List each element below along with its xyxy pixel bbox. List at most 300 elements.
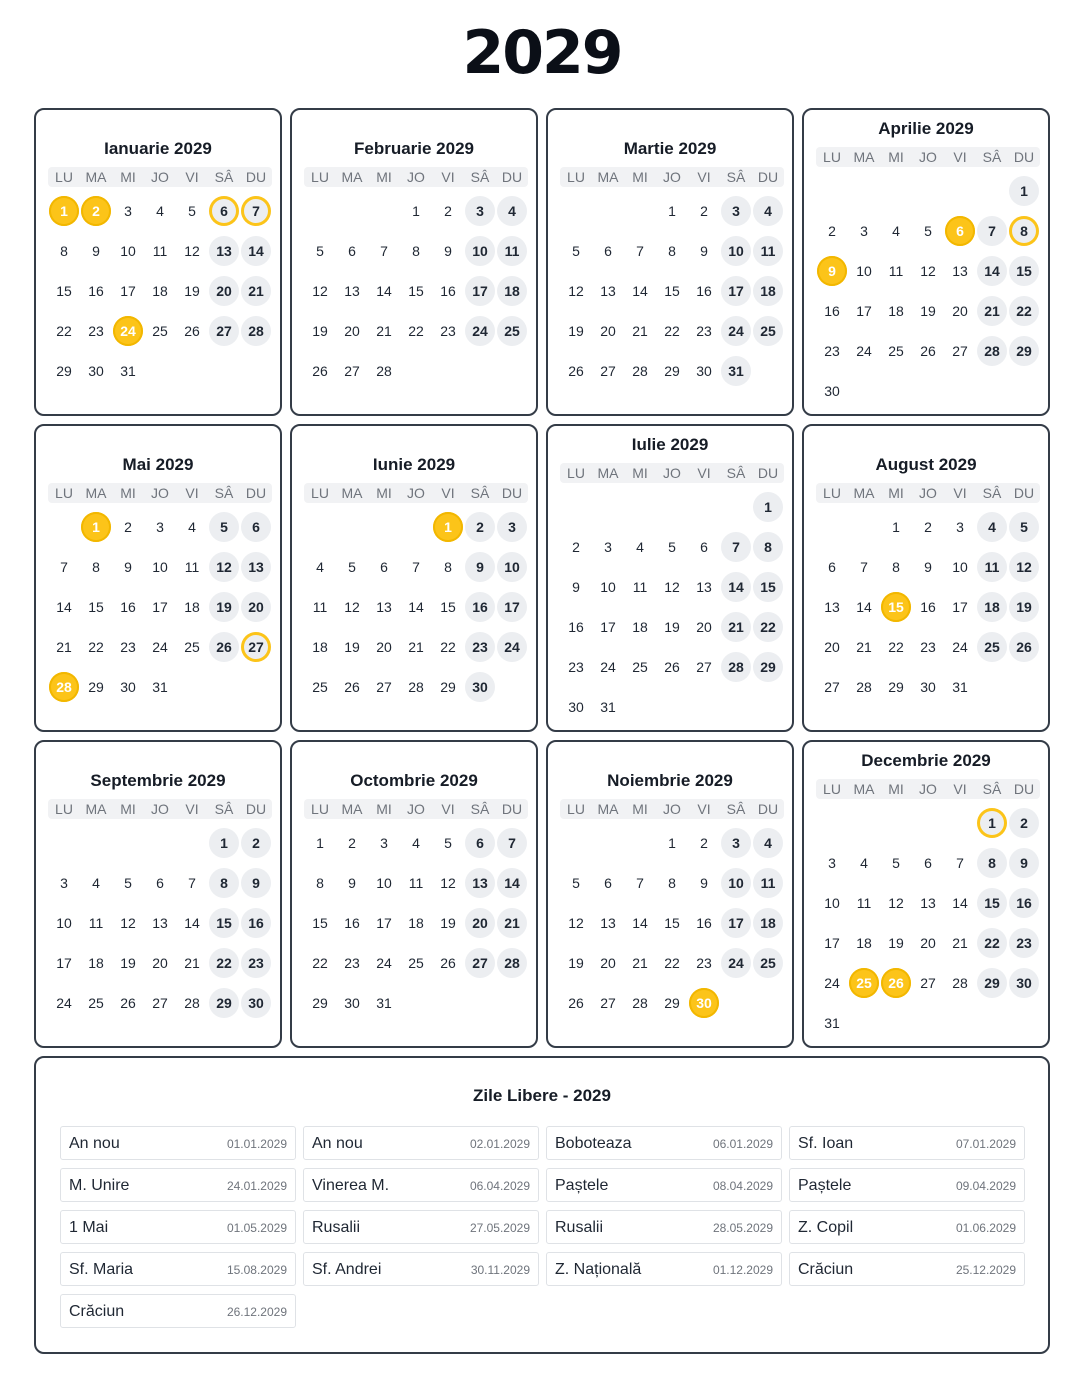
empty-cell xyxy=(848,803,880,843)
day-number: 6 xyxy=(348,243,356,259)
day-number: 30 xyxy=(1009,968,1039,998)
day-cell xyxy=(144,547,176,587)
weekday-label: VI xyxy=(953,485,967,501)
empty-cell xyxy=(656,487,688,527)
holiday-date: 06.01.2029 xyxy=(712,1137,773,1151)
day-cell xyxy=(912,251,944,291)
weekday-label: DU xyxy=(501,169,523,185)
day-number: 17 xyxy=(497,592,527,622)
day-number: 17 xyxy=(120,283,136,299)
day-cell xyxy=(656,943,688,983)
day-number: 3 xyxy=(380,835,388,851)
day-cell xyxy=(176,311,208,351)
day-cell xyxy=(944,883,976,923)
day-cell xyxy=(560,351,592,391)
holiday-item xyxy=(60,1126,296,1160)
day-cell xyxy=(688,191,720,231)
day-number: 27 xyxy=(376,679,392,695)
day-number: 29 xyxy=(753,652,783,682)
day-cell xyxy=(944,331,976,371)
holiday-item xyxy=(60,1294,296,1328)
day-number: 23 xyxy=(241,948,271,978)
day-cell xyxy=(816,1003,848,1043)
day-cell xyxy=(304,823,336,863)
holiday-item xyxy=(303,1210,539,1244)
day-number: 20 xyxy=(465,908,495,938)
holiday-date: 09.04.2029 xyxy=(955,1179,1016,1193)
weekend-day xyxy=(720,351,752,391)
day-cell xyxy=(848,923,880,963)
day-cell xyxy=(432,667,464,707)
day-number: 15 xyxy=(664,283,680,299)
day-number: 5 xyxy=(444,835,452,851)
day-cell xyxy=(112,627,144,667)
day-number: 31 xyxy=(120,363,136,379)
day-cell xyxy=(48,231,80,271)
weekend-day xyxy=(496,587,528,627)
day-number: 25 xyxy=(184,639,200,655)
weekend-day xyxy=(240,311,272,351)
day-number: 28 xyxy=(408,679,424,695)
holiday-day xyxy=(80,507,112,547)
weekend-day xyxy=(1008,547,1040,587)
weekend-day xyxy=(208,823,240,863)
day-cell xyxy=(176,231,208,271)
day-cell xyxy=(336,271,368,311)
day-number: 10 xyxy=(56,915,72,931)
day-grid xyxy=(304,507,528,707)
day-number: 13 xyxy=(344,283,360,299)
weekday-label: MA xyxy=(341,485,363,501)
day-number: 11 xyxy=(184,559,200,575)
weekday-label: MI xyxy=(376,801,392,817)
holiday-date: 25.12.2029 xyxy=(955,1263,1016,1277)
weekend-day xyxy=(208,311,240,351)
weekend-day xyxy=(1008,171,1040,211)
day-number: 6 xyxy=(604,875,612,891)
empty-cell xyxy=(816,803,848,843)
day-number: 15 xyxy=(977,888,1007,918)
day-number: 16 xyxy=(1009,888,1039,918)
day-number: 15 xyxy=(1009,256,1039,286)
weekend-day xyxy=(496,231,528,271)
day-cell xyxy=(944,251,976,291)
day-cell xyxy=(144,627,176,667)
day-number: 27 xyxy=(152,995,168,1011)
day-number: 3 xyxy=(604,539,612,555)
empty-cell xyxy=(624,487,656,527)
day-number: 20 xyxy=(952,303,968,319)
day-number: 5 xyxy=(668,539,676,555)
day-number: 11 xyxy=(977,552,1007,582)
day-number: 24 xyxy=(952,639,968,655)
day-cell xyxy=(176,983,208,1023)
day-cell xyxy=(144,667,176,707)
day-number: 12 xyxy=(120,915,136,931)
weekend-day xyxy=(976,211,1008,251)
day-number: 1 xyxy=(433,512,463,542)
day-cell xyxy=(368,547,400,587)
day-number: 30 xyxy=(824,383,840,399)
day-number: 2 xyxy=(348,835,356,851)
holiday-date: 01.06.2029 xyxy=(955,1221,1016,1235)
weekday-label: MA xyxy=(597,169,619,185)
day-grid xyxy=(560,487,784,727)
day-number: 10 xyxy=(721,236,751,266)
empty-cell xyxy=(48,507,80,547)
empty-cell xyxy=(720,487,752,527)
day-number: 2 xyxy=(444,203,452,219)
day-number: 11 xyxy=(312,599,328,615)
empty-cell xyxy=(336,507,368,547)
weekday-header xyxy=(48,167,272,187)
month-calendar xyxy=(290,740,538,1048)
day-cell xyxy=(624,231,656,271)
day-cell xyxy=(176,627,208,667)
weekday-label: JO xyxy=(919,149,937,165)
day-number: 7 xyxy=(60,559,68,575)
day-cell xyxy=(144,271,176,311)
day-cell xyxy=(304,547,336,587)
day-cell xyxy=(816,331,848,371)
day-cell xyxy=(48,351,80,391)
day-number: 25 xyxy=(497,316,527,346)
page-title: 2029 xyxy=(462,18,622,88)
day-cell xyxy=(912,587,944,627)
day-number: 19 xyxy=(568,323,584,339)
day-cell xyxy=(912,923,944,963)
day-number: 8 xyxy=(316,875,324,891)
day-number: 6 xyxy=(828,559,836,575)
day-cell xyxy=(816,963,848,1003)
day-number: 20 xyxy=(152,955,168,971)
day-cell xyxy=(624,607,656,647)
day-number: 12 xyxy=(312,283,328,299)
weekday-label: MA xyxy=(341,801,363,817)
day-number: 7 xyxy=(636,243,644,259)
weekend-day xyxy=(208,271,240,311)
weekend-day xyxy=(464,667,496,707)
holiday-day xyxy=(688,983,720,1023)
day-cell xyxy=(336,311,368,351)
day-cell xyxy=(176,943,208,983)
day-number: 7 xyxy=(188,875,196,891)
weekend-day xyxy=(720,863,752,903)
day-cell xyxy=(592,311,624,351)
day-cell xyxy=(48,311,80,351)
day-number: 24 xyxy=(113,316,143,346)
empty-cell xyxy=(912,803,944,843)
day-number: 4 xyxy=(188,519,196,535)
weekend-day xyxy=(752,943,784,983)
weekday-label: LU xyxy=(311,801,329,817)
weekday-label: MI xyxy=(632,465,648,481)
day-cell xyxy=(688,311,720,351)
day-cell xyxy=(944,547,976,587)
day-cell xyxy=(336,863,368,903)
holiday-name: Boboteaza xyxy=(555,1135,632,1152)
day-number: 21 xyxy=(856,639,872,655)
day-number: 4 xyxy=(860,855,868,871)
weekend-day xyxy=(464,231,496,271)
day-number: 25 xyxy=(312,679,328,695)
day-cell xyxy=(304,351,336,391)
day-cell xyxy=(688,567,720,607)
day-number: 5 xyxy=(924,223,932,239)
day-number: 5 xyxy=(1009,512,1039,542)
day-number: 29 xyxy=(888,679,904,695)
day-cell xyxy=(432,823,464,863)
day-cell xyxy=(592,231,624,271)
day-number: 16 xyxy=(465,592,495,622)
day-cell xyxy=(48,943,80,983)
day-number: 25 xyxy=(888,343,904,359)
weekend-day xyxy=(720,271,752,311)
weekend-day xyxy=(464,863,496,903)
day-cell xyxy=(944,627,976,667)
day-number: 26 xyxy=(209,632,239,662)
day-number: 18 xyxy=(312,639,328,655)
weekday-label: LU xyxy=(567,169,585,185)
holiday-date: 24.01.2029 xyxy=(226,1179,287,1193)
day-number: 16 xyxy=(241,908,271,938)
day-cell xyxy=(400,943,432,983)
weekend-day xyxy=(752,863,784,903)
weekend-day xyxy=(464,823,496,863)
day-number: 7 xyxy=(497,828,527,858)
empty-cell xyxy=(848,171,880,211)
day-cell xyxy=(848,211,880,251)
weekend-day xyxy=(752,903,784,943)
day-number: 16 xyxy=(920,599,936,615)
weekend-day xyxy=(464,547,496,587)
day-number: 22 xyxy=(408,323,424,339)
holiday-item xyxy=(789,1126,1025,1160)
month-title: Martie 2029 xyxy=(623,139,717,158)
day-number: 19 xyxy=(664,619,680,635)
day-cell xyxy=(912,627,944,667)
day-cell xyxy=(624,351,656,391)
day-number: 9 xyxy=(348,875,356,891)
day-number: 29 xyxy=(312,995,328,1011)
weekday-label: LU xyxy=(55,485,73,501)
day-number: 13 xyxy=(376,599,392,615)
month-calendar xyxy=(802,424,1050,732)
day-number: 29 xyxy=(209,988,239,1018)
day-grid xyxy=(560,823,784,1023)
weekend-day xyxy=(1008,331,1040,371)
day-cell xyxy=(336,231,368,271)
day-cell xyxy=(880,667,912,707)
empty-cell xyxy=(144,823,176,863)
weekday-label: LU xyxy=(823,149,841,165)
day-number: 22 xyxy=(209,948,239,978)
day-number: 19 xyxy=(184,283,200,299)
weekday-label: MI xyxy=(888,485,904,501)
day-cell xyxy=(880,251,912,291)
weekend-day xyxy=(208,507,240,547)
month-title: Februarie 2029 xyxy=(353,139,474,158)
weekday-label: JO xyxy=(151,801,169,817)
day-number: 27 xyxy=(952,343,968,359)
weekend-day xyxy=(976,963,1008,1003)
day-number: 6 xyxy=(209,196,239,226)
holiday-date: 06.04.2029 xyxy=(469,1179,530,1193)
day-cell xyxy=(688,903,720,943)
day-cell xyxy=(112,983,144,1023)
holiday-day xyxy=(880,587,912,627)
day-number: 18 xyxy=(753,276,783,306)
day-number: 21 xyxy=(632,323,648,339)
day-number: 9 xyxy=(924,559,932,575)
day-cell xyxy=(688,863,720,903)
day-number: 8 xyxy=(753,532,783,562)
empty-cell xyxy=(688,487,720,527)
day-number: 1 xyxy=(977,808,1007,838)
day-number: 13 xyxy=(696,579,712,595)
day-number: 24 xyxy=(376,955,392,971)
weekday-label: LU xyxy=(567,465,585,481)
day-number: 12 xyxy=(184,243,200,259)
day-cell xyxy=(560,231,592,271)
weekday-header xyxy=(48,799,272,819)
day-number: 27 xyxy=(209,316,239,346)
day-cell xyxy=(816,211,848,251)
day-number: 23 xyxy=(920,639,936,655)
weekend-day xyxy=(752,607,784,647)
day-number: 16 xyxy=(88,283,104,299)
holiday-name: Crăciun xyxy=(69,1303,125,1320)
day-cell xyxy=(944,291,976,331)
day-number: 16 xyxy=(696,915,712,931)
day-number: 16 xyxy=(344,915,360,931)
day-cell xyxy=(112,587,144,627)
day-cell xyxy=(144,863,176,903)
day-cell xyxy=(400,667,432,707)
day-cell xyxy=(112,271,144,311)
weekday-label: LU xyxy=(823,485,841,501)
day-number: 20 xyxy=(696,619,712,635)
day-cell xyxy=(304,667,336,707)
day-number: 13 xyxy=(600,283,616,299)
day-number: 12 xyxy=(568,283,584,299)
weekday-label: MI xyxy=(120,801,136,817)
day-number: 9 xyxy=(92,243,100,259)
day-cell xyxy=(368,943,400,983)
month-calendar xyxy=(34,740,282,1048)
day-number: 3 xyxy=(828,855,836,871)
holiday-day xyxy=(1008,211,1040,251)
holiday-day xyxy=(112,311,144,351)
day-number: 6 xyxy=(924,855,932,871)
day-cell xyxy=(880,211,912,251)
weekend-day xyxy=(1008,291,1040,331)
weekend-day xyxy=(720,943,752,983)
day-number: 23 xyxy=(344,955,360,971)
day-number: 27 xyxy=(241,632,271,662)
day-number: 7 xyxy=(636,875,644,891)
day-cell xyxy=(848,547,880,587)
weekday-label: DU xyxy=(1013,781,1035,797)
day-number: 14 xyxy=(241,236,271,266)
weekend-day xyxy=(208,903,240,943)
day-cell xyxy=(816,667,848,707)
holiday-name: Paștele xyxy=(798,1177,852,1194)
day-cell xyxy=(688,527,720,567)
day-number: 24 xyxy=(856,343,872,359)
weekday-label: MI xyxy=(120,485,136,501)
day-number: 21 xyxy=(721,612,751,642)
day-cell xyxy=(944,963,976,1003)
month-calendar xyxy=(546,108,794,416)
weekday-label: LU xyxy=(55,801,73,817)
empty-cell xyxy=(560,487,592,527)
day-cell xyxy=(400,271,432,311)
day-number: 24 xyxy=(721,316,751,346)
day-number: 25 xyxy=(88,995,104,1011)
day-cell xyxy=(336,903,368,943)
day-number: 15 xyxy=(664,915,680,931)
day-cell xyxy=(400,231,432,271)
day-number: 14 xyxy=(56,599,72,615)
day-cell xyxy=(176,863,208,903)
empty-cell xyxy=(592,823,624,863)
day-number: 28 xyxy=(49,672,79,702)
day-number: 28 xyxy=(632,995,648,1011)
day-number: 26 xyxy=(440,955,456,971)
day-cell xyxy=(944,843,976,883)
day-cell xyxy=(624,943,656,983)
day-number: 15 xyxy=(56,283,72,299)
day-cell xyxy=(944,507,976,547)
day-number: 22 xyxy=(56,323,72,339)
day-number: 4 xyxy=(92,875,100,891)
weekday-label: JO xyxy=(663,801,681,817)
day-cell xyxy=(176,547,208,587)
day-cell xyxy=(304,231,336,271)
day-cell xyxy=(304,271,336,311)
day-cell xyxy=(912,547,944,587)
weekend-day xyxy=(240,231,272,271)
day-number: 30 xyxy=(689,988,719,1018)
day-number: 15 xyxy=(881,592,911,622)
day-number: 4 xyxy=(753,828,783,858)
weekend-day xyxy=(720,823,752,863)
day-number: 26 xyxy=(920,343,936,359)
day-number: 25 xyxy=(753,948,783,978)
day-cell xyxy=(400,311,432,351)
day-grid xyxy=(48,191,272,391)
holiday-day xyxy=(48,667,80,707)
day-cell xyxy=(304,311,336,351)
day-number: 27 xyxy=(696,659,712,675)
day-number: 31 xyxy=(721,356,751,386)
day-number: 24 xyxy=(721,948,751,978)
day-cell xyxy=(592,647,624,687)
weekend-day xyxy=(752,191,784,231)
day-number: 2 xyxy=(700,203,708,219)
day-cell xyxy=(624,527,656,567)
day-number: 23 xyxy=(696,955,712,971)
day-number: 10 xyxy=(824,895,840,911)
day-number: 9 xyxy=(1009,848,1039,878)
day-cell xyxy=(816,587,848,627)
holiday-item xyxy=(60,1210,296,1244)
weekday-label: DU xyxy=(245,169,267,185)
day-cell xyxy=(336,943,368,983)
weekday-label: VI xyxy=(953,781,967,797)
day-cell xyxy=(48,903,80,943)
